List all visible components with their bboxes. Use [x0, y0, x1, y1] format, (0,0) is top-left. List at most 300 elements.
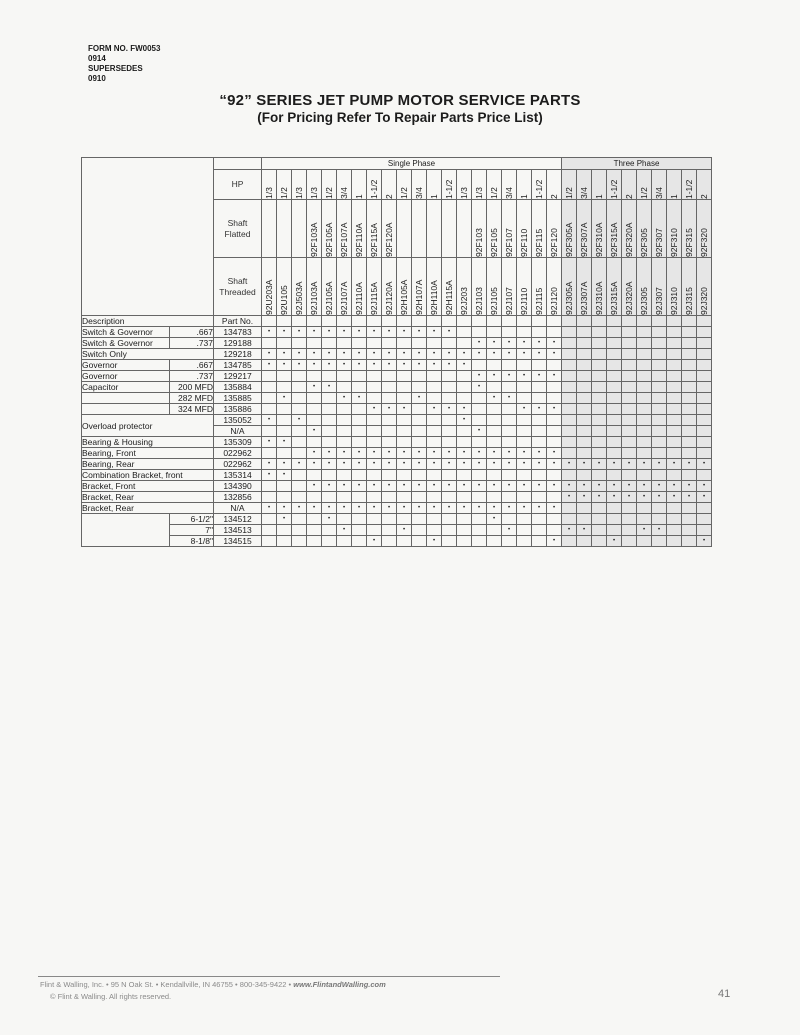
header-cell: [652, 316, 667, 327]
empty-cell: [622, 338, 637, 349]
shaft-threaded-row-cell: [532, 258, 547, 316]
table-row: [82, 525, 712, 536]
row-part-number: 135314: [214, 470, 262, 481]
applies-marker: •: [352, 360, 367, 371]
empty-cell: [547, 426, 562, 437]
applies-marker: •: [652, 492, 667, 503]
applies-marker: •: [262, 459, 277, 470]
empty-cell: [682, 470, 697, 481]
shaft-flatted-row-cell: [487, 200, 502, 258]
model-threaded: 92H105A: [399, 279, 409, 315]
empty-cell: [337, 382, 352, 393]
empty-cell: [637, 426, 652, 437]
applies-marker: •: [652, 525, 667, 536]
applies-marker: •: [697, 459, 712, 470]
model-threaded: 92J307: [654, 286, 664, 315]
empty-cell: [337, 470, 352, 481]
single-phase-label: Single Phase: [262, 158, 562, 170]
applies-marker: •: [517, 371, 532, 382]
row-description: Governor: [82, 360, 170, 371]
empty-cell: [637, 514, 652, 525]
model-hp: 3/4: [339, 186, 349, 199]
applies-marker: •: [487, 349, 502, 360]
empty-cell: [622, 382, 637, 393]
applies-marker: •: [442, 327, 457, 338]
model-threaded: 92J103: [474, 286, 484, 315]
applies-marker: •: [322, 327, 337, 338]
table-row: [82, 481, 712, 492]
empty-cell: [667, 437, 682, 448]
empty-cell: [367, 382, 382, 393]
empty-cell: [697, 503, 712, 514]
empty-cell: [277, 415, 292, 426]
empty-cell: [532, 514, 547, 525]
model-threaded: 92J320: [699, 286, 709, 315]
model-flatted: 92F115: [534, 228, 544, 257]
shaft-threaded-row-cell: [427, 258, 442, 316]
empty-cell: [472, 470, 487, 481]
model-threaded: 92U203A: [264, 279, 274, 315]
applies-marker: •: [622, 481, 637, 492]
hp-row-cell: [457, 170, 472, 200]
applies-marker: •: [337, 503, 352, 514]
empty-cell: [697, 437, 712, 448]
empty-cell: [427, 492, 442, 503]
applies-marker: •: [337, 349, 352, 360]
empty-cell: [652, 404, 667, 415]
row-part-number: 134785: [214, 360, 262, 371]
empty-cell: [532, 360, 547, 371]
empty-cell: [487, 360, 502, 371]
empty-cell: [367, 525, 382, 536]
empty-cell: [397, 437, 412, 448]
empty-cell: [622, 349, 637, 360]
empty-cell: [547, 492, 562, 503]
applies-marker: •: [517, 481, 532, 492]
empty-cell: [262, 448, 277, 459]
model-flatted: 92F105A: [324, 222, 334, 257]
model-flatted: 92F107A: [339, 222, 349, 257]
model-threaded: 92J105A: [324, 280, 334, 315]
empty-cell: [652, 514, 667, 525]
applies-marker: •: [682, 492, 697, 503]
applies-marker: •: [337, 459, 352, 470]
empty-cell: [382, 514, 397, 525]
applies-marker: •: [697, 536, 712, 547]
empty-cell: [667, 525, 682, 536]
empty-cell: [607, 525, 622, 536]
empty-cell: [637, 382, 652, 393]
empty-cell: [427, 415, 442, 426]
empty-cell: [262, 514, 277, 525]
table-row: [82, 492, 712, 503]
empty-cell: [652, 360, 667, 371]
empty-cell: [622, 393, 637, 404]
empty-cell: [322, 404, 337, 415]
empty-cell: [697, 470, 712, 481]
model-threaded: 92J305: [639, 286, 649, 315]
empty-cell: [682, 525, 697, 536]
empty-cell: [367, 338, 382, 349]
model-flatted: 92F315: [684, 227, 694, 257]
shaft-flatted-row-cell: [682, 200, 697, 258]
applies-marker: •: [487, 503, 502, 514]
shaft-flatted-row-cell: [457, 200, 472, 258]
applies-marker: •: [622, 459, 637, 470]
empty-cell: [532, 393, 547, 404]
applies-marker: •: [532, 481, 547, 492]
empty-cell: [652, 382, 667, 393]
shaft-threaded-row-cell: [457, 258, 472, 316]
model-flatted: 92F120A: [384, 222, 394, 257]
hp-row-cell: [427, 170, 442, 200]
empty-cell: [427, 426, 442, 437]
model-hp: 1/2: [399, 186, 409, 199]
empty-cell: [442, 382, 457, 393]
hp-row-cell: [562, 170, 577, 200]
applies-marker: •: [562, 481, 577, 492]
shaft-threaded-row-cell: [622, 258, 637, 316]
table-row: [82, 514, 712, 525]
applies-marker: •: [397, 349, 412, 360]
model-threaded: 92J120: [549, 286, 559, 315]
table-row: [82, 459, 712, 470]
empty-cell: [592, 338, 607, 349]
empty-cell: [382, 437, 397, 448]
empty-cell: [322, 426, 337, 437]
page-subtitle: (For Pricing Refer To Repair Parts Price List): [257, 110, 543, 125]
empty-cell: [292, 448, 307, 459]
empty-cell: [322, 393, 337, 404]
hp-row-cell: [397, 170, 412, 200]
empty-cell: [262, 426, 277, 437]
empty-cell: [352, 492, 367, 503]
applies-marker: •: [442, 349, 457, 360]
applies-marker: •: [397, 404, 412, 415]
empty-cell: [337, 492, 352, 503]
empty-cell: [682, 404, 697, 415]
empty-cell: [607, 514, 622, 525]
empty-cell: [367, 415, 382, 426]
empty-cell: [322, 470, 337, 481]
empty-cell: [322, 371, 337, 382]
applies-marker: •: [547, 404, 562, 415]
empty-cell: [622, 360, 637, 371]
empty-cell: [382, 426, 397, 437]
empty-cell: [652, 503, 667, 514]
empty-cell: [337, 437, 352, 448]
footer-website: www.FlintandWalling.com: [293, 980, 386, 989]
empty-cell: [532, 382, 547, 393]
empty-cell: [397, 382, 412, 393]
empty-cell: [382, 338, 397, 349]
empty-cell: [607, 404, 622, 415]
applies-marker: •: [277, 459, 292, 470]
applies-marker: •: [427, 536, 442, 547]
empty-cell: [262, 393, 277, 404]
model-hp: 1: [429, 193, 439, 199]
applies-marker: •: [487, 514, 502, 525]
applies-marker: •: [682, 481, 697, 492]
applies-marker: •: [382, 349, 397, 360]
applies-marker: •: [457, 404, 472, 415]
shaft-threaded-row-cell: [562, 258, 577, 316]
empty-cell: [307, 525, 322, 536]
shaft-threaded-row-cell: [697, 258, 712, 316]
table-row: [82, 393, 712, 404]
applies-marker: •: [637, 459, 652, 470]
applies-marker: •: [532, 338, 547, 349]
applies-marker: •: [472, 481, 487, 492]
applies-marker: •: [367, 448, 382, 459]
header-cell: [517, 316, 532, 327]
header-cell: [592, 316, 607, 327]
row-part-number: 129188: [214, 338, 262, 349]
model-flatted: 92F107: [504, 227, 514, 257]
empty-cell: [322, 415, 337, 426]
hp-row-cell: [277, 170, 292, 200]
applies-marker: •: [307, 382, 322, 393]
shaft-threaded-row-cell: [472, 258, 487, 316]
applies-marker: •: [547, 503, 562, 514]
empty-cell: [637, 371, 652, 382]
empty-cell: [292, 426, 307, 437]
applies-marker: •: [472, 338, 487, 349]
empty-cell: [412, 371, 427, 382]
empty-cell: [427, 437, 442, 448]
empty-cell: [352, 426, 367, 437]
applies-marker: •: [262, 415, 277, 426]
hp-row-cell: [307, 170, 322, 200]
empty-cell: [607, 382, 622, 393]
header-cell: [682, 316, 697, 327]
empty-cell: [577, 426, 592, 437]
empty-cell: [592, 525, 607, 536]
empty-cell: [472, 536, 487, 547]
phase-header-row: [82, 158, 712, 170]
shaft-threaded-row-cell: [577, 258, 592, 316]
empty-cell: [667, 393, 682, 404]
shaft-flatted-row-cell: [547, 200, 562, 258]
empty-cell: [592, 371, 607, 382]
empty-cell: [682, 382, 697, 393]
applies-marker: •: [577, 481, 592, 492]
shaft-flatted-row-label: Shaft Flatted: [214, 200, 262, 258]
model-threaded: 92H110A: [429, 279, 439, 315]
empty-cell: [592, 437, 607, 448]
applies-marker: •: [532, 371, 547, 382]
empty-cell: [682, 514, 697, 525]
empty-cell: [622, 514, 637, 525]
applies-marker: •: [532, 503, 547, 514]
row-part-number: 135052: [214, 415, 262, 426]
applies-marker: •: [322, 382, 337, 393]
applies-marker: •: [427, 349, 442, 360]
table-row: [82, 448, 712, 459]
row-subtype: .737: [170, 371, 214, 382]
row-part-number: N/A: [214, 426, 262, 437]
applies-marker: •: [322, 349, 337, 360]
empty-cell: [502, 360, 517, 371]
header-cell: [487, 316, 502, 327]
model-threaded: 92J115: [534, 287, 544, 315]
empty-cell: [307, 437, 322, 448]
empty-cell: [502, 327, 517, 338]
shaft-flatted-row-cell: [412, 200, 427, 258]
empty-cell: [367, 470, 382, 481]
empty-cell: [307, 492, 322, 503]
applies-marker: •: [442, 503, 457, 514]
empty-cell: [652, 393, 667, 404]
shaft-threaded-row-cell: [652, 258, 667, 316]
applies-marker: •: [517, 448, 532, 459]
empty-cell: [457, 371, 472, 382]
empty-cell: [697, 382, 712, 393]
empty-cell: [562, 415, 577, 426]
shaft-flatted-row-cell: [592, 200, 607, 258]
model-flatted: 92F120: [549, 227, 559, 257]
empty-cell: [442, 338, 457, 349]
header-cell: [637, 316, 652, 327]
model-hp: 1/2: [279, 186, 289, 199]
empty-cell: [427, 470, 442, 481]
applies-marker: •: [277, 503, 292, 514]
empty-cell: [622, 448, 637, 459]
empty-cell: [412, 437, 427, 448]
empty-cell: [502, 470, 517, 481]
empty-cell: [337, 338, 352, 349]
empty-cell: [397, 415, 412, 426]
empty-cell: [472, 393, 487, 404]
empty-cell: [412, 470, 427, 481]
empty-cell: [667, 448, 682, 459]
empty-cell: [622, 327, 637, 338]
empty-cell: [607, 470, 622, 481]
shaft-flatted-row-cell: [427, 200, 442, 258]
empty-cell: [562, 404, 577, 415]
applies-marker: •: [562, 492, 577, 503]
empty-cell: [307, 338, 322, 349]
header-cell: [397, 316, 412, 327]
table-row: [82, 536, 712, 547]
applies-marker: •: [262, 470, 277, 481]
model-flatted: 92F310: [669, 227, 679, 257]
model-hp: 2: [624, 193, 634, 199]
empty-cell: [517, 536, 532, 547]
applies-marker: •: [367, 349, 382, 360]
empty-cell: [607, 393, 622, 404]
applies-marker: •: [607, 492, 622, 503]
applies-marker: •: [577, 459, 592, 470]
row-description: [82, 514, 170, 547]
empty-cell: [337, 514, 352, 525]
empty-cell: [682, 448, 697, 459]
empty-cell: [682, 338, 697, 349]
empty-cell: [577, 503, 592, 514]
empty-cell: [562, 327, 577, 338]
empty-cell: [367, 437, 382, 448]
applies-marker: •: [457, 481, 472, 492]
header-cell: [562, 316, 577, 327]
header-cell: [547, 316, 562, 327]
empty-cell: [682, 327, 697, 338]
empty-cell: [517, 437, 532, 448]
empty-cell: [517, 426, 532, 437]
empty-cell: [577, 437, 592, 448]
empty-cell: [637, 327, 652, 338]
empty-cell: [292, 382, 307, 393]
empty-cell: [457, 393, 472, 404]
applies-marker: •: [397, 360, 412, 371]
applies-marker: •: [322, 514, 337, 525]
empty-cell: [367, 371, 382, 382]
model-threaded: 92J203: [459, 286, 469, 315]
empty-cell: [667, 349, 682, 360]
empty-cell: [277, 481, 292, 492]
model-flatted: 92F307: [654, 227, 664, 257]
empty-cell: [457, 437, 472, 448]
applies-marker: •: [412, 360, 427, 371]
description-header: Description: [82, 316, 214, 327]
empty-cell: [307, 404, 322, 415]
service-parts-table: [81, 157, 712, 547]
shaft-flatted-row-cell: [292, 200, 307, 258]
empty-cell: [532, 470, 547, 481]
header-cell: [322, 316, 337, 327]
empty-cell: [562, 470, 577, 481]
empty-cell: [667, 470, 682, 481]
applies-marker: •: [637, 481, 652, 492]
footer-company: Flint & Walling, Inc. • 95 N Oak St. • Kendallville, IN 46755 • 800-345-9422 •: [40, 980, 294, 989]
applies-marker: •: [592, 492, 607, 503]
model-flatted: 92F310A: [594, 222, 604, 257]
applies-marker: •: [412, 393, 427, 404]
row-part-number: 022962: [214, 459, 262, 470]
table-row: [82, 349, 712, 360]
empty-cell: [697, 349, 712, 360]
empty-cell: [397, 371, 412, 382]
applies-marker: •: [502, 371, 517, 382]
empty-cell: [322, 525, 337, 536]
applies-marker: •: [262, 503, 277, 514]
applies-marker: •: [547, 349, 562, 360]
applies-marker: •: [667, 492, 682, 503]
empty-cell: [442, 426, 457, 437]
model-flatted: 92F105: [489, 227, 499, 257]
row-description: Switch Only: [82, 349, 214, 360]
empty-cell: [697, 415, 712, 426]
model-hp: 2: [384, 193, 394, 199]
empty-cell: [382, 371, 397, 382]
applies-marker: •: [397, 503, 412, 514]
applies-marker: •: [637, 525, 652, 536]
header-cell: [382, 316, 397, 327]
footer-copyright: © Flint & Walling. All rights reserved.: [50, 992, 172, 1001]
applies-marker: •: [277, 514, 292, 525]
empty-cell: [562, 393, 577, 404]
model-hp: 1-1/2: [444, 179, 454, 199]
empty-cell: [607, 338, 622, 349]
empty-cell: [442, 525, 457, 536]
shaft-threaded-row-cell: [277, 258, 292, 316]
empty-cell: [622, 437, 637, 448]
column-header-row: [82, 316, 712, 327]
empty-cell: [292, 338, 307, 349]
applies-marker: •: [607, 481, 622, 492]
row-part-number: 135884: [214, 382, 262, 393]
row-part-number: 135885: [214, 393, 262, 404]
header-cell: [442, 316, 457, 327]
